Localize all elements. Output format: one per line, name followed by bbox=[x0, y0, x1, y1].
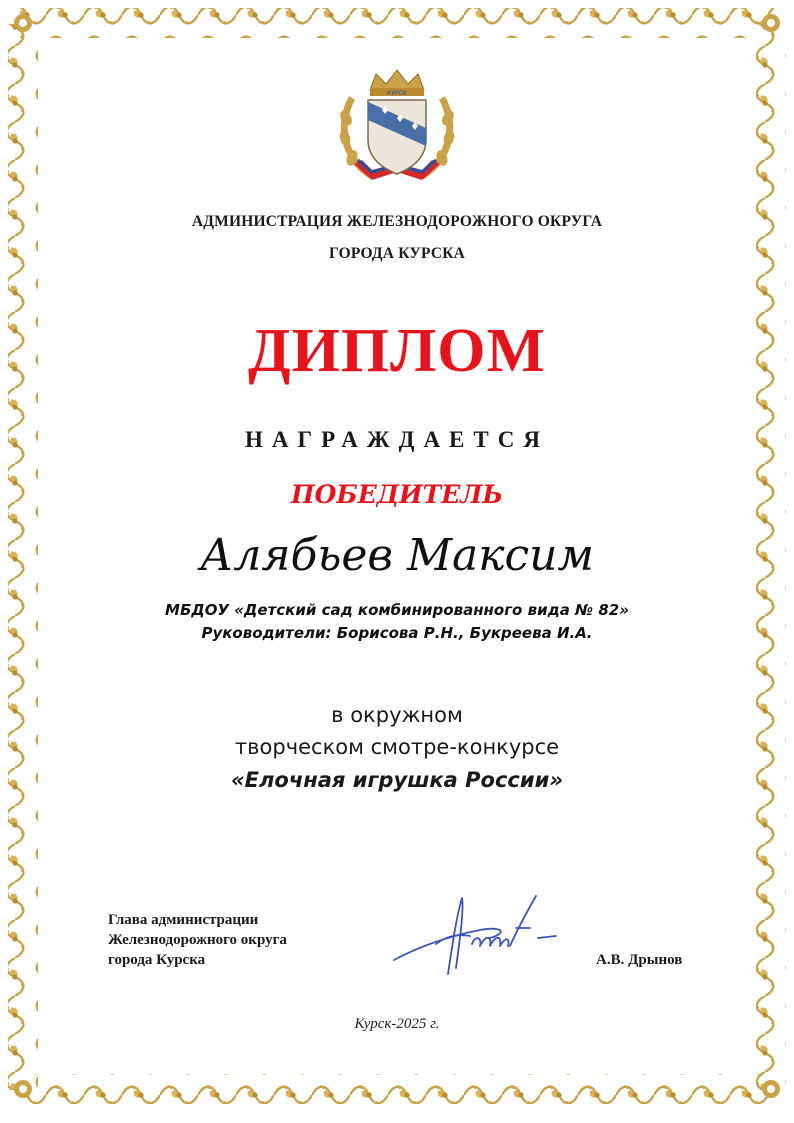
administration-line-1: АДМИНИСТРАЦИЯ ЖЕЛЕЗНОДОРОЖНОГО ОКРУГА bbox=[191, 213, 603, 230]
place-date: Курск-2025 г. bbox=[354, 1016, 440, 1032]
contest-name: «Елочная игрушка России» bbox=[231, 768, 563, 792]
signer-position-line-2: Железнодорожного округа bbox=[108, 932, 287, 948]
diploma-title: ДИПЛОМ bbox=[247, 317, 547, 385]
handwritten-signature bbox=[390, 888, 570, 980]
place-label: ПОБЕДИТЕЛЬ bbox=[290, 480, 504, 509]
supervisors-line: Руководители: Борисова Р.Н., Букреева И.А. bbox=[201, 624, 593, 642]
coat-of-arms-emblem bbox=[332, 68, 462, 186]
signer-position bbox=[108, 910, 287, 970]
contest-line-2: творческом смотре-конкурсе bbox=[234, 735, 560, 759]
signer-position-line-1: Глава администрации bbox=[108, 912, 259, 928]
contest-line-1: в окружном bbox=[331, 703, 463, 727]
awarded-label: НАГРАЖДАЕТСЯ bbox=[245, 427, 549, 452]
emblem-label: КУРСК bbox=[387, 90, 407, 97]
recipient-name: Алябьев Максим bbox=[200, 530, 594, 581]
signer-position-line-3: города Курска bbox=[108, 952, 206, 968]
signer-name: А.В. Дрынов bbox=[596, 952, 683, 968]
organization-line: МБДОУ «Детский сад комбинированного вида № 82» bbox=[165, 601, 629, 619]
administration-line-2: ГОРОДА КУРСКА bbox=[328, 245, 466, 262]
